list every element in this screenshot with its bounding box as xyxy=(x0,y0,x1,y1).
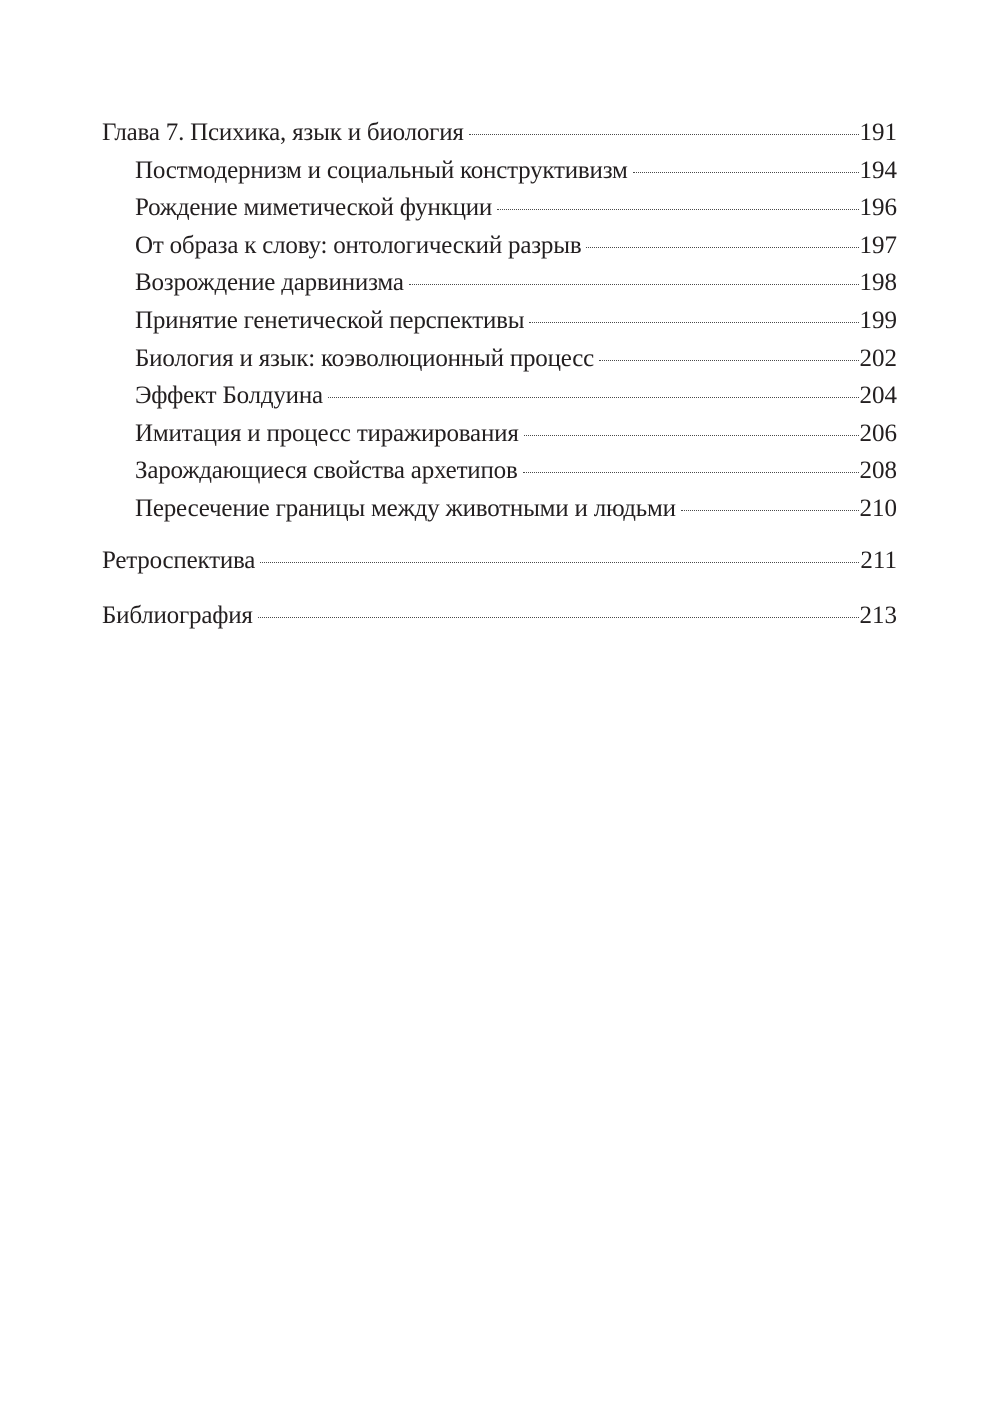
toc-entry-title: Зарождающиеся свойства архетипов xyxy=(135,457,518,485)
dot-leader xyxy=(524,435,859,436)
toc-entry-title: Ретроспектива xyxy=(102,546,256,574)
toc-entry-section[interactable] xyxy=(102,340,897,378)
dot-leader xyxy=(409,284,859,285)
dot-leader xyxy=(260,562,859,563)
dot-leader xyxy=(633,172,859,173)
toc-entry-page: 198 xyxy=(859,269,897,297)
toc-entry-title: Глава 7. Психика, язык и биология xyxy=(102,119,464,146)
toc-entry-section[interactable] xyxy=(102,227,897,265)
toc-entry-chapter-7[interactable] xyxy=(102,114,897,152)
dot-leader xyxy=(599,360,858,361)
dot-leader xyxy=(586,247,858,248)
toc-entry-section[interactable] xyxy=(102,152,897,190)
dot-leader xyxy=(529,322,858,323)
toc-entry-page: 191 xyxy=(859,119,897,146)
toc-entry-section[interactable] xyxy=(102,189,897,227)
toc-entry-title: Возрождение дарвинизма xyxy=(135,269,404,297)
toc-entry-title: От образа к слову: онтологический разрыв xyxy=(135,231,582,259)
toc-entry-page: 194 xyxy=(859,156,897,184)
toc-entry-page: 211 xyxy=(860,546,897,574)
toc-entry-page: 210 xyxy=(859,494,897,522)
toc-entry-bibliography[interactable] xyxy=(102,597,897,635)
toc-entry-section[interactable] xyxy=(102,452,897,490)
toc-entry-page: 197 xyxy=(859,231,897,259)
toc-entry-section[interactable] xyxy=(102,415,897,453)
toc-entry-page: 202 xyxy=(859,344,897,372)
toc-entry-page: 199 xyxy=(859,306,897,334)
toc-entry-title: Библиография xyxy=(102,602,253,630)
toc-entry-title: Принятие генетической перспективы xyxy=(135,306,525,334)
toc-entry-page: 196 xyxy=(859,194,897,222)
toc-entry-title: Биология и язык: коэволюционный процесс xyxy=(135,344,595,372)
dot-leader xyxy=(681,510,859,511)
dot-leader xyxy=(469,134,859,135)
toc-entry-title: Эффект Болдуина xyxy=(135,382,323,410)
toc-entry-section[interactable] xyxy=(102,490,897,528)
dot-leader xyxy=(497,209,858,210)
toc-entry-section[interactable] xyxy=(102,377,897,415)
toc-entry-page: 208 xyxy=(859,457,897,485)
toc-entry-page: 204 xyxy=(859,382,897,410)
dot-leader xyxy=(258,617,859,618)
toc-entry-title: Рождение миметической функции xyxy=(135,194,493,222)
dot-leader xyxy=(328,397,859,398)
toc-entry-title: Пересечение границы между животными и людьми xyxy=(135,494,676,522)
toc-entry-title: Постмодернизм и социальный конструктивизм xyxy=(135,156,628,184)
table-of-contents xyxy=(102,114,897,635)
toc-entry-title: Имитация и процесс тиражирования xyxy=(135,419,519,447)
toc-entry-page: 206 xyxy=(859,419,897,447)
dot-leader xyxy=(523,472,859,473)
toc-entry-page: 213 xyxy=(859,602,897,630)
toc-entry-retrospective[interactable] xyxy=(102,542,897,580)
toc-entry-section[interactable] xyxy=(102,302,897,340)
toc-entry-section[interactable] xyxy=(102,264,897,302)
